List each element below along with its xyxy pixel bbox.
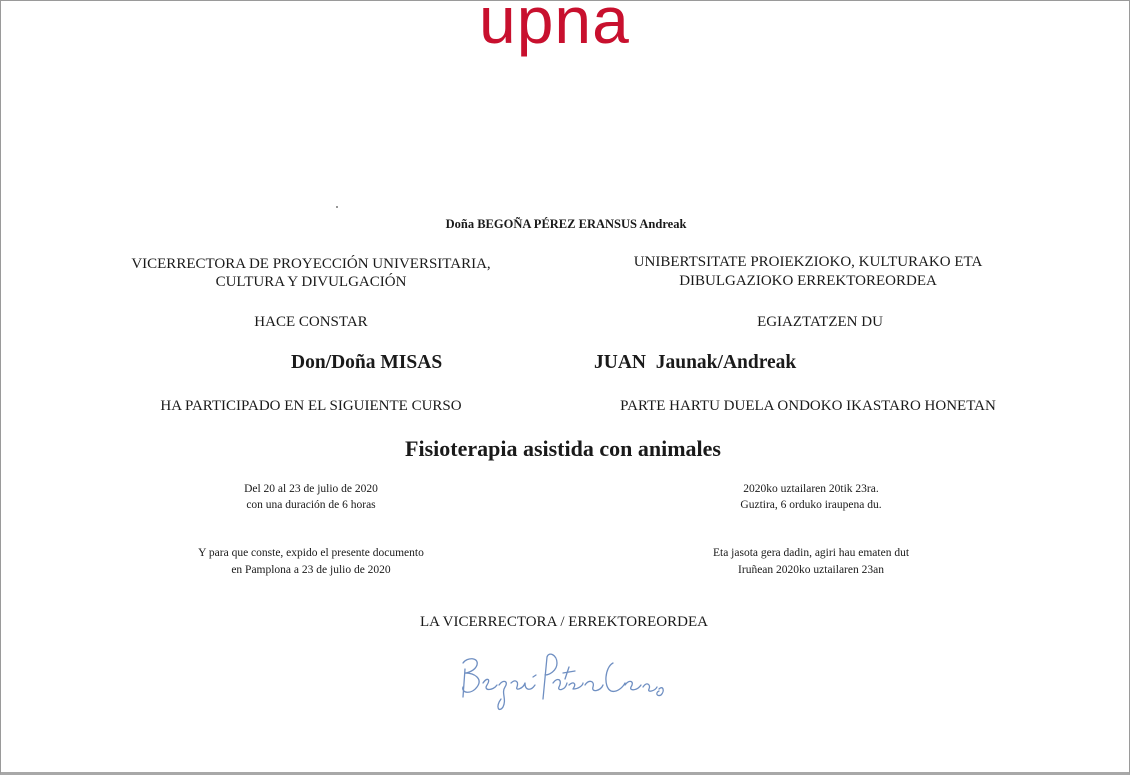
title-es-line1: VICERRECTORA DE PROYECCIÓN UNIVERSITARIA,: [131, 256, 491, 272]
recipient-given-name: JUAN Jaunak/Andreak: [594, 352, 797, 373]
issued-eu-line2: Iruñean 2020ko uztailaren 23an: [738, 564, 884, 576]
course-title: Fisioterapia asistida con animales: [405, 436, 721, 461]
issuer-line: Doña BEGOÑA PÉREZ ERANSUS Andreak: [445, 217, 687, 231]
issued-eu-line1: Eta jasota gera dadin, agiri hau ematen dut: [712, 547, 910, 559]
participated-es: HA PARTICIPADO EN EL SIGUIENTE CURSO: [160, 398, 462, 414]
dates-eu-line1: 2020ko uztailaren 20tik 23ra.: [743, 483, 879, 495]
title-es-line2: CULTURA Y DIVULGACIÓN: [215, 274, 407, 290]
certifies-eu: EGIAZTATZEN DU: [757, 314, 883, 330]
dates-es-line2: con una duración de 6 horas: [246, 499, 376, 511]
issued-es-line1: Y para que conste, expido el presente documento: [198, 547, 424, 559]
title-eu-line1: UNIBERTSITATE PROIEKZIOKO, KULTURAKO ETA: [633, 254, 983, 270]
dates-es-line1: Del 20 al 23 de julio de 2020: [244, 483, 378, 495]
handwritten-signature: [453, 649, 668, 714]
participated-eu: PARTE HARTU DUELA ONDOKO IKASTARO HONETAN: [620, 398, 996, 414]
recipient-surname: Don/Doña MISAS: [291, 352, 443, 373]
certifies-es: HACE CONSTAR: [254, 314, 368, 330]
issued-es-line2: en Pamplona a 23 de julio de 2020: [231, 564, 391, 576]
title-eu-line2: DIBULGAZIOKO ERREKTOREORDEA: [679, 273, 937, 289]
dates-eu-line2: Guztira, 6 orduko iraupena du.: [740, 499, 882, 511]
upna-logo: upna: [479, 0, 630, 57]
speck-mark: [336, 206, 338, 208]
signatory-title: LA VICERRECTORA / ERREKTOREORDEA: [420, 614, 708, 630]
